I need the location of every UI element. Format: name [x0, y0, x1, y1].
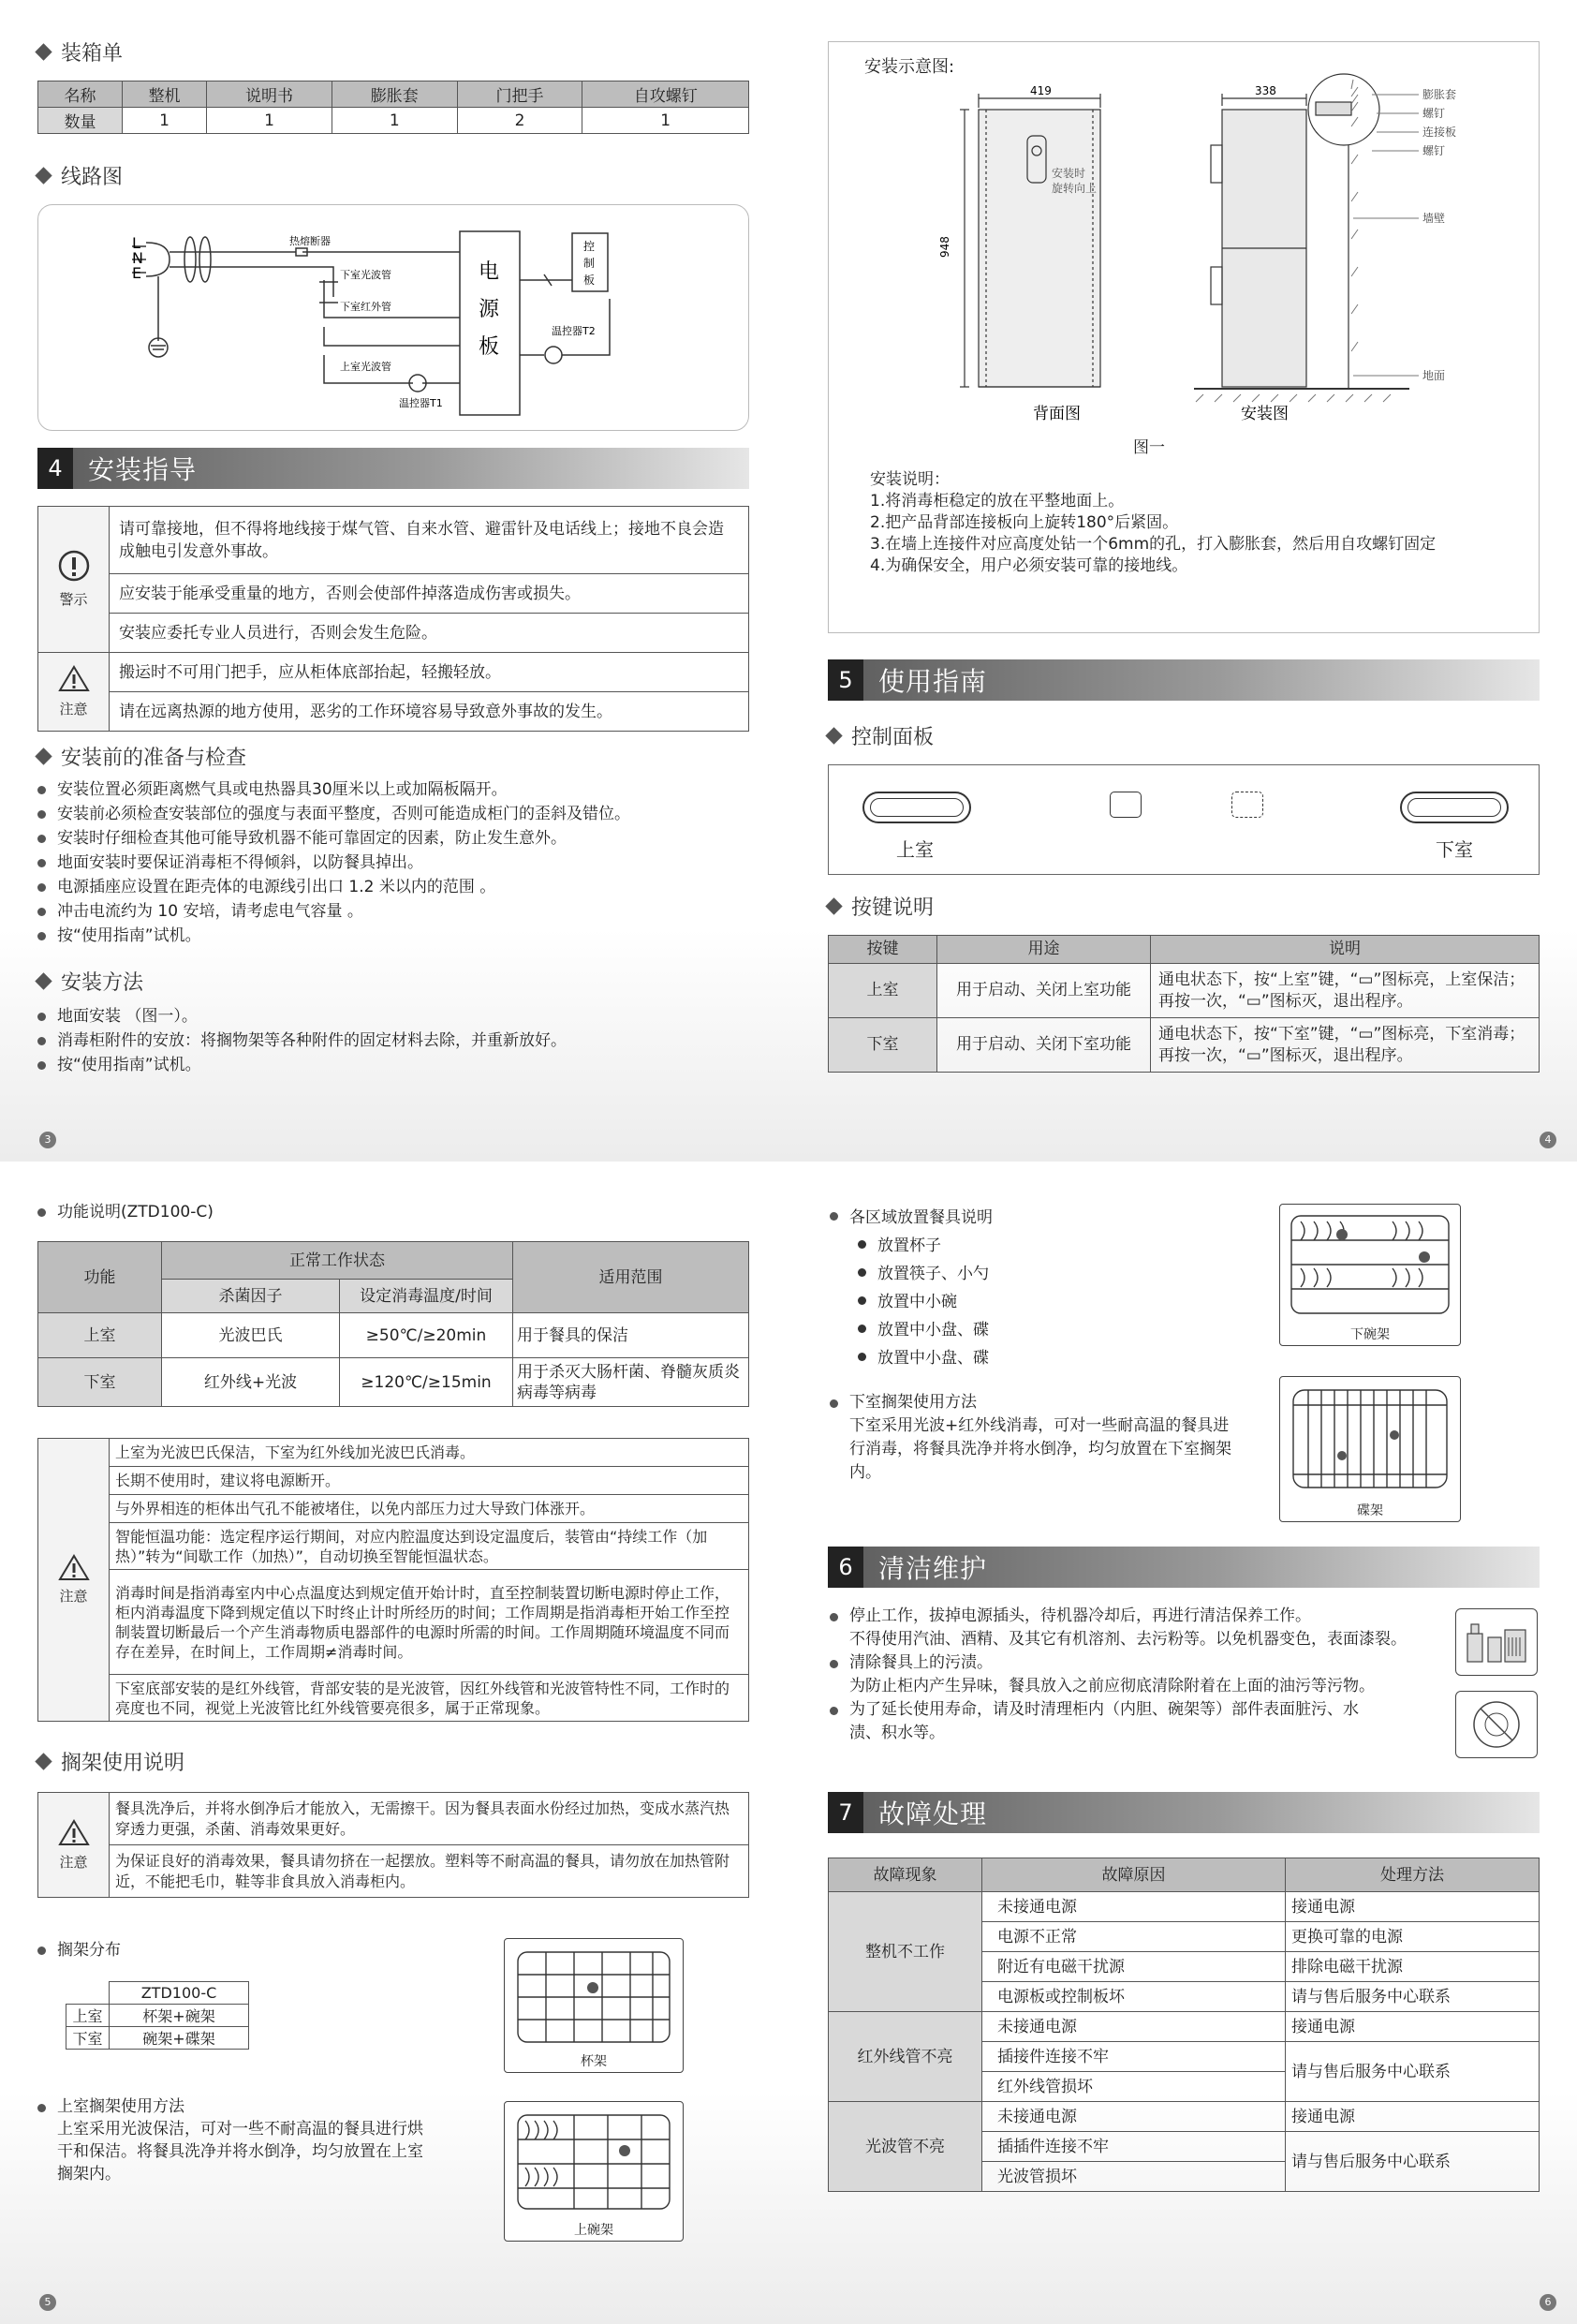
- fault-cause: 光波管损坏: [982, 2162, 1286, 2192]
- func-cell: ≥50℃/≥20min: [340, 1313, 513, 1358]
- func-header: 杀菌因子: [162, 1280, 340, 1313]
- part-label: 螺钉: [1422, 107, 1446, 120]
- section-title: 清洁维护: [878, 1553, 988, 1584]
- part-label: 膨胀套: [1422, 88, 1457, 101]
- plug-shape: [146, 243, 169, 276]
- fault-fix: 接通电源: [1286, 2012, 1540, 2042]
- diamond-icon: [35, 972, 52, 989]
- diamond-icon: [35, 748, 52, 764]
- section-4-bar: [37, 448, 749, 489]
- caution-row: 下室底部安装的是红外线管，背部安装的是光波管，因红外线管和光波管特性不同，工作时的亮度也不同，视觉上光波管比红外线管要亮很多，属于正常现象。: [110, 1675, 749, 1722]
- fault-fix: 排除电磁干扰源: [1286, 1952, 1540, 1982]
- keys-heading: 按键说明: [828, 892, 934, 921]
- plate-rack-figure: [1279, 1376, 1461, 1522]
- list-item: 按“使用指南”试机。: [34, 1053, 755, 1077]
- upper-rack-text: 上室采用光波保洁，可对一些不耐高温的餐具进行烘干和保洁。将餐具洗净并将水倒净，均匀放置在上室搁架内。: [57, 2120, 423, 2183]
- list-item: 安装前必须检查安装部位的强度与表面平整度，否则可能造成柜门的歪斜及错位。: [34, 802, 755, 826]
- cup-rack-drawing: [505, 1939, 683, 2051]
- packing-cell: 1: [582, 108, 749, 134]
- fault-cause: 电源不正常: [982, 1922, 1286, 1952]
- wiring-diagram-frame: [37, 204, 749, 431]
- page-number: 4: [1540, 1132, 1556, 1148]
- key-desc: 通电状态下，按“上室”键，“▭”图标亮，上室保洁；再按一次，“▭”图标灭，退出程序。: [1151, 964, 1540, 1018]
- packing-row-label: 数量: [38, 108, 123, 134]
- upper-button[interactable]: [862, 792, 971, 823]
- list-item: 放置杯子: [826, 1232, 1219, 1260]
- func-header: 适用范围: [513, 1242, 749, 1313]
- ctrl-board-char: 控: [583, 240, 596, 253]
- caution-row: 为保证良好的消毒效果，餐具请勿挤在一起摆放。塑料等不耐高温的餐具，请勿放在加热管附近，不能把毛巾，鞋等非食具放入消毒柜内。: [110, 1845, 749, 1898]
- list-item: 清除餐具上的污渍。: [826, 1651, 1463, 1675]
- part-label: 地面: [1422, 369, 1446, 382]
- diamond-icon: [35, 167, 52, 184]
- fault-cause: 未接通电源: [982, 2102, 1286, 2132]
- caution-cell: [38, 653, 110, 732]
- install-note: 2.把产品背部连接板向上旋转180°后紧固。: [870, 513, 1179, 532]
- low-ir-label: 下室红外管: [340, 301, 391, 313]
- install-note: 3.在墙上连接件对应高度处钻一个6mm的孔，打入膨胀套，然后用自攻螺钉固定: [870, 535, 1437, 554]
- rotate-note: 旋转向上: [1052, 182, 1098, 195]
- caution-cell: [38, 1793, 110, 1898]
- figure-caption: 图一: [1133, 438, 1165, 457]
- diamond-icon: [35, 1753, 52, 1769]
- fault-symptom: 整机不工作: [829, 1892, 982, 2012]
- keys-table: [828, 935, 1540, 1073]
- page-6: [788, 1162, 1577, 2324]
- caution-row: 上室为光波巴氏保洁，下室为红外线加光波巴氏消毒。: [110, 1439, 749, 1467]
- list-item: 安装位置必须距离燃气具或电热器具30厘米以上或加隔板隔开。: [34, 777, 755, 802]
- wire-label-l: L: [132, 234, 140, 252]
- install-notes-title: 安装说明：: [870, 470, 950, 489]
- caution-row: 长期不使用时，建议将电源断开。: [110, 1467, 749, 1495]
- upper-indicator-icon: [1110, 792, 1142, 818]
- upper-bowl-rack-drawing: [505, 2102, 683, 2220]
- list-item: 安装时仔细检查其他可能导致机器不能可靠固定的因素，防止发生意外。: [34, 826, 755, 851]
- page-3: [0, 0, 788, 1162]
- ctrl-board-char: 制: [583, 257, 596, 270]
- fault-cause: 红外线管损坏: [982, 2072, 1286, 2102]
- fault-table: [828, 1858, 1540, 2192]
- up-light-label: 上室光波管: [340, 361, 391, 373]
- list-item: 地面安装时要保证消毒柜不得倾斜，以防餐具掉出。: [34, 851, 755, 875]
- fault-cause: 附近有电磁干扰源: [982, 1952, 1286, 1982]
- function-table: [37, 1241, 749, 1407]
- section-7-bar: [828, 1792, 1540, 1833]
- dist-key: 上室: [66, 2005, 110, 2027]
- packing-header: 门把手: [457, 81, 582, 108]
- install-notes: [870, 469, 1507, 577]
- page-number: 6: [1540, 2294, 1556, 2311]
- fault-header: 故障原因: [982, 1858, 1286, 1892]
- fault-cause: 插接件连接不牢: [982, 2042, 1286, 2072]
- caution-triangle-icon: [58, 664, 90, 692]
- fault-symptom: 红外线管不亮: [829, 2012, 982, 2102]
- keys-header: 说明: [1151, 936, 1540, 964]
- func-cell: ≥120℃/≥15min: [340, 1358, 513, 1407]
- keys-header: 按键: [829, 936, 937, 964]
- prep-list: [34, 777, 755, 948]
- plate-rack-caption: 碟架: [1357, 1503, 1383, 1518]
- packing-table: [37, 81, 749, 134]
- install-view-caption: 安装图: [1241, 405, 1289, 423]
- list-item: 地面安装 （图一）。: [34, 1004, 755, 1029]
- install-note: 4.为确保安全，用户必须安装可靠的接地线。: [870, 556, 1188, 575]
- list-item: 按“使用指南”试机。: [34, 924, 755, 948]
- cup-rack-figure: [504, 1938, 684, 2073]
- packing-header: 说明书: [207, 81, 332, 108]
- section-number: 5: [828, 659, 863, 701]
- diamond-icon: [825, 897, 842, 914]
- fault-fix: 更换可靠的电源: [1286, 1922, 1540, 1952]
- placement-list: [826, 1204, 1219, 1372]
- plate-rack-drawing: [1280, 1377, 1460, 1501]
- list-item: 冲击电流约为 10 安培，请考虑电气容量 。: [34, 899, 755, 924]
- list-item: 电源插座应设置在距壳体的电源线引出口 1.2 米以内的范围 。: [34, 875, 755, 899]
- warn-row: 请在远离热源的地方使用，恶劣的工作环境容易导致意外事故的发生。: [110, 692, 749, 732]
- upper-bowl-rack-figure: [504, 2101, 684, 2242]
- lower-rack-text: 下室采用光波+红外线消毒，可对一些耐高温的餐具进行消毒，将餐具洗净并将水倒净，均匀放置在下室搁架内。: [849, 1416, 1231, 1482]
- fault-cause: 电源板或控制板坏: [982, 1982, 1286, 2012]
- cleaning-list: [826, 1605, 1463, 1745]
- lower-bowl-rack-figure: [1279, 1204, 1461, 1346]
- packing-header: 膨胀套: [332, 81, 457, 108]
- warn-label: 警示: [59, 590, 88, 608]
- fault-fix: 接通电源: [1286, 1892, 1540, 1922]
- warning-circle-icon: [57, 549, 91, 583]
- lower-rack-usage: 下室搁架使用方法 下室采用光波+红外线消毒，可对一些耐高温的餐具进行消毒，将餐具洗净并将水倒净，均匀放置在下室搁架内。: [826, 1391, 1238, 1485]
- func-cell: 红外线+光波: [162, 1358, 340, 1407]
- caution-triangle-icon: [58, 1553, 90, 1581]
- warn-row: 安装应委托专业人员进行，否则会发生危险。: [110, 614, 749, 653]
- lower-bowl-rack-drawing: [1280, 1205, 1460, 1325]
- section-title: 故障处理: [878, 1799, 988, 1829]
- section-title: 使用指南: [878, 666, 988, 697]
- rack-caution-table: [37, 1792, 749, 1898]
- list-item: 停止工作，拔掉电源插头，待机器冷却后，再进行清洁保养工作。: [826, 1605, 1463, 1628]
- install-diagram-frame: [828, 41, 1540, 633]
- caution-cell: [38, 1439, 110, 1722]
- warn-cell: [38, 507, 110, 653]
- clean-detail: 不得使用汽油、酒精、及其它有机溶剂、去污粉等。以免机器变色，表面漆裂。: [849, 1630, 1407, 1649]
- fault-header: 故障现象: [829, 1858, 982, 1892]
- list-item: 放置中小盘、碟: [826, 1316, 1219, 1344]
- list-item: 放置中小碗: [826, 1288, 1219, 1316]
- cup-rack-caption: 杯架: [581, 2054, 607, 2069]
- lower-bowl-rack-caption: 下碗架: [1350, 1327, 1390, 1342]
- func-header: 设定消毒温度/时间: [340, 1280, 513, 1313]
- caution-label: 注意: [59, 1588, 88, 1605]
- caution-row: 智能恒温功能：选定程序运行期间，对应内腔温度达到设定温度后，装管由“持续工作（加热）”转为“间歇工作（加热）”，自动切换至智能恒温状态。: [110, 1523, 749, 1570]
- fault-symptom: 光波管不亮: [829, 2102, 982, 2192]
- fault-cause: 插插件连接不牢: [982, 2132, 1286, 2162]
- section-5-bar: [828, 659, 1540, 701]
- section-number: 7: [828, 1792, 863, 1833]
- lower-indicator-icon: [1231, 792, 1263, 818]
- func-cell: 用于餐具的保洁: [513, 1313, 749, 1358]
- wire-label-e: E: [132, 264, 142, 282]
- lower-button-label: 下室: [1436, 838, 1473, 861]
- caution-label: 注意: [59, 1853, 88, 1871]
- caution-row: 消毒时间是指消毒室内中心点温度达到规定值开始计时，直至控制装置切断电源时停止工作，柜内消毒温度下降到规定值以下时终止计时所经历的时间；工作周期是指消毒柜开始工作至控制装置切断最后一个产生消毒物质电器部件的电源时所需的时间。工作周期随环境温度不同而存在差异，在时间上，工作周期≠消毒时间。: [110, 1570, 749, 1675]
- rack-dist-table: [66, 1981, 249, 2050]
- warn-row: 请可靠接地，但不得将地线接于煤气管、自来水管、避雷针及电话线上；接地不良会造成触电引发意外事故。: [110, 507, 749, 574]
- warn-row: 搬运时不可用门把手，应从柜体底部抬起，轻搬轻放。: [110, 653, 749, 692]
- part-label: 螺钉: [1422, 144, 1446, 157]
- func-cell: 上室: [38, 1313, 162, 1358]
- method-list: [34, 1004, 755, 1077]
- rack-heading: 搁架使用说明: [37, 1747, 184, 1776]
- dist-title: 搁架分布: [34, 1938, 121, 1962]
- caution-row: 餐具洗净后，并将水倒净后才能放入，无需擦干。因为餐具表面水份经过加热，变成水蒸汽热穿透力更强，杀菌、消毒效果更好。: [110, 1793, 749, 1845]
- power-board-char: 源: [479, 298, 500, 321]
- dist-key: 下室: [66, 2027, 110, 2050]
- func-header: 功能: [38, 1242, 162, 1313]
- wiring-heading: 线路图: [37, 161, 123, 190]
- caution-row: 与外界相连的柜体出气孔不能被堵住，以免内部压力过大导致门体涨开。: [110, 1495, 749, 1523]
- low-light-label: 下室光波管: [340, 269, 391, 281]
- packing-header: 整机: [123, 81, 207, 108]
- key-name: 下室: [829, 1018, 937, 1073]
- key-use: 用于启动、关闭下室功能: [937, 1018, 1151, 1073]
- clean-detail: 为防止柜内产生异味，餐具放入之前应彻底清除附着在上面的油污等污物。: [849, 1677, 1375, 1695]
- func-title: 功能说明(ZTD100-C): [34, 1200, 214, 1224]
- func-cell: 用于杀灭大肠杆菌、脊髓灰质炎病毒等病毒: [513, 1358, 749, 1407]
- func-header: 正常工作状态: [162, 1242, 513, 1280]
- part-label: 墙壁: [1422, 212, 1446, 225]
- placement-title: 各区域放置餐具说明: [849, 1208, 993, 1227]
- packing-cell: 1: [207, 108, 332, 134]
- fault-fix: 接通电源: [1286, 2102, 1540, 2132]
- t1-label: 温控器T1: [399, 397, 443, 409]
- caution-label: 注意: [59, 700, 88, 718]
- warn-row: 应安装于能承受重量的地方，否则会使部件掉落造成伤害或损失。: [110, 574, 749, 614]
- warning-table: [37, 506, 749, 732]
- wire-label-n: N: [132, 249, 143, 267]
- key-use: 用于启动、关闭上室功能: [937, 964, 1151, 1018]
- caution-table: [37, 1438, 749, 1722]
- page-number: 5: [39, 2294, 56, 2311]
- prep-heading: 安装前的准备与检查: [37, 742, 246, 771]
- ctrl-board-char: 板: [583, 274, 596, 287]
- list-item: 消毒柜附件的安放：将搁物架等各种附件的固定材料去除，并重新放好。: [34, 1029, 755, 1053]
- key-desc: 通电状态下，按“下室”键，“▭”图标亮，下室消毒；再按一次，“▭”图标灭，退出程序。: [1151, 1018, 1540, 1073]
- packing-cell: 1: [123, 108, 207, 134]
- dist-model: ZTD100-C: [110, 1982, 249, 2005]
- section-number: 4: [37, 448, 73, 489]
- no-solvent-icon: [1455, 1608, 1538, 1676]
- list-item: 放置中小盘、碟: [826, 1344, 1219, 1372]
- fault-fix: 请与售后服务中心联系: [1286, 2132, 1540, 2192]
- section-6-bar: [828, 1547, 1540, 1588]
- page-number: 3: [39, 1132, 56, 1148]
- list-item: 为了延长使用寿命，请及时清理柜内（内胆、碗架等）部件表面脏污、水渍、积水等。: [826, 1698, 1388, 1745]
- packing-header: 自攻螺钉: [582, 81, 749, 108]
- install-note: 1.将消毒柜稳定的放在平整地面上。: [870, 492, 1125, 511]
- list-item: 放置筷子、小勺: [826, 1260, 1219, 1288]
- upper-rack-usage: 上室搁架使用方法 上室采用光波保洁，可对一些不耐高温的餐具进行烘干和保洁。将餐具洗净并将水倒净，均匀放置在上室搁架内。: [34, 2095, 436, 2185]
- control-panel: [828, 764, 1540, 875]
- keys-header: 用途: [937, 936, 1151, 964]
- fuse-label: 热熔断器: [289, 235, 331, 247]
- section-number: 6: [828, 1547, 863, 1588]
- method-heading: 安装方法: [37, 967, 143, 996]
- fault-cause: 未接通电源: [982, 1892, 1286, 1922]
- install-diagram-title: 安装示意图:: [864, 57, 955, 77]
- section-title: 安装指导: [88, 454, 198, 485]
- diamond-icon: [35, 43, 52, 60]
- install-diagram: [829, 42, 1540, 436]
- t2-label: 温控器T2: [552, 325, 596, 337]
- packing-cell: 1: [332, 108, 457, 134]
- packing-cell: 2: [457, 108, 582, 134]
- back-view-caption: 背面图: [1033, 405, 1081, 423]
- fault-fix: 请与售后服务中心联系: [1286, 2042, 1540, 2102]
- part-label: 连接板: [1422, 126, 1457, 139]
- no-scrub-icon: [1455, 1691, 1538, 1758]
- fault-header: 处理方法: [1286, 1858, 1540, 1892]
- fault-cause: 未接通电源: [982, 2012, 1286, 2042]
- diamond-icon: [825, 727, 842, 744]
- dist-val: 碗架+碟架: [110, 2027, 249, 2050]
- dist-val: 杯架+碗架: [110, 2005, 249, 2027]
- panel-heading: 控制面板: [828, 721, 934, 750]
- fault-fix: 请与售后服务中心联系: [1286, 1982, 1540, 2012]
- power-board-char: 电: [479, 260, 500, 284]
- page-4: [788, 0, 1577, 1162]
- width-dim: 419: [1030, 84, 1052, 97]
- lower-button[interactable]: [1400, 792, 1509, 823]
- func-cell: 下室: [38, 1358, 162, 1407]
- upper-bowl-rack-caption: 上碗架: [574, 2223, 613, 2238]
- page-5: [0, 1162, 788, 2324]
- upper-button-label: 上室: [896, 838, 934, 861]
- packing-header: 名称: [38, 81, 123, 108]
- func-cell: 光波巴氏: [162, 1313, 340, 1358]
- packing-heading: 装箱单: [37, 37, 123, 67]
- power-board-char: 板: [479, 335, 500, 359]
- rotate-note: 安装时: [1052, 167, 1086, 180]
- depth-dim: 338: [1255, 84, 1276, 97]
- height-dim: 948: [938, 236, 951, 258]
- key-name: 上室: [829, 964, 937, 1018]
- wiring-diagram: [38, 205, 750, 432]
- caution-triangle-icon: [58, 1818, 90, 1846]
